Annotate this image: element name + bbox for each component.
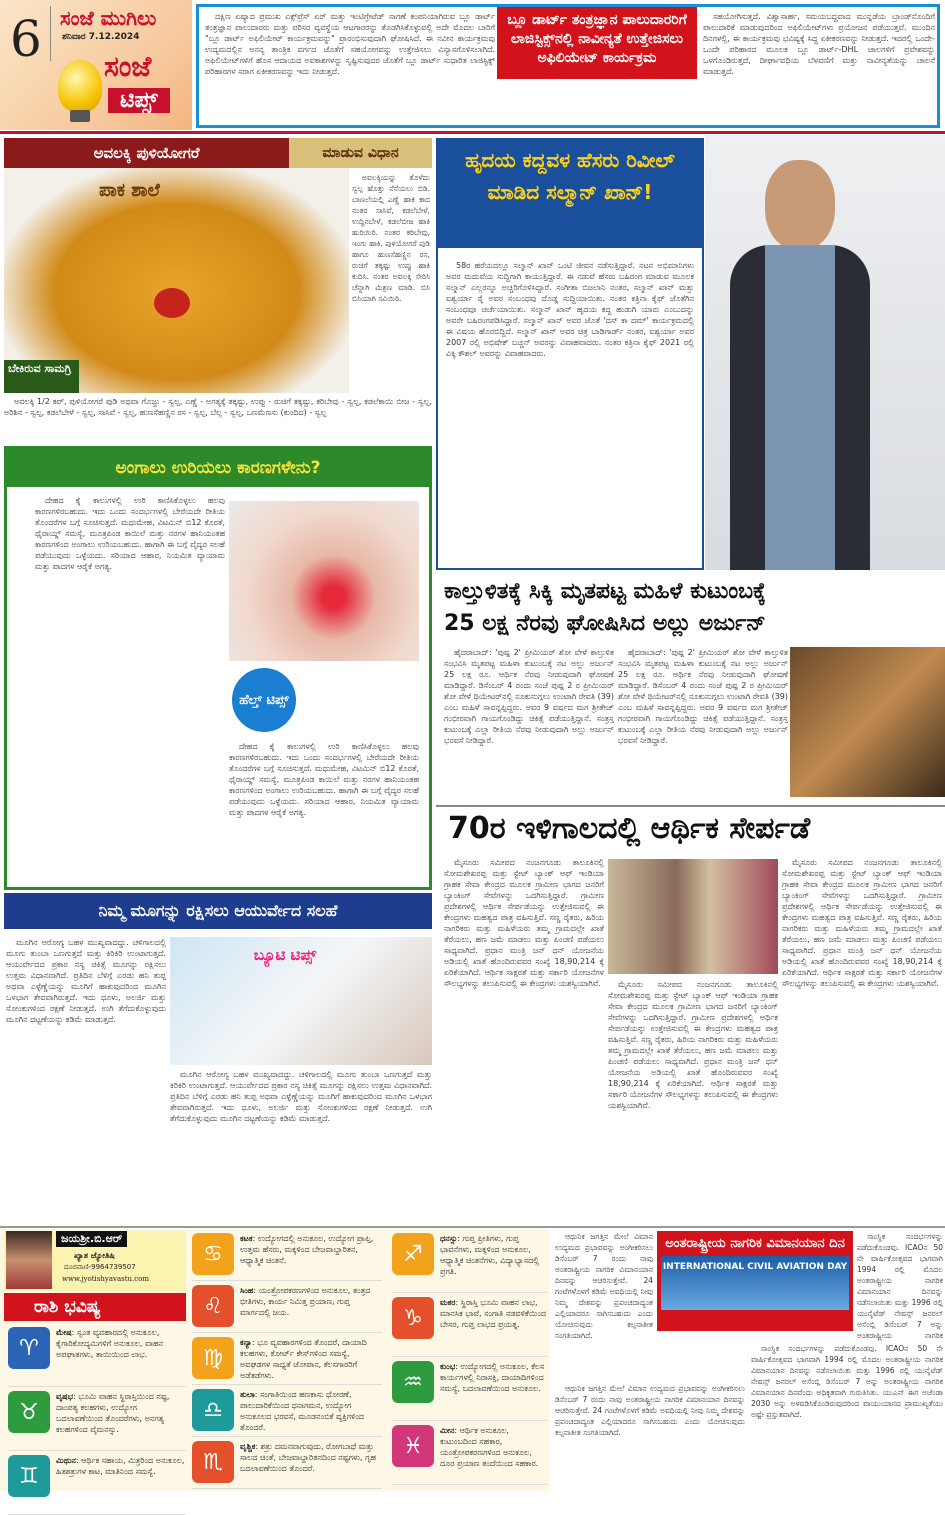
allu-article	[436, 575, 945, 800]
headline: 25 ಲಕ್ಷ ನೆರವು ಘೋಷಿಸಿದ ಅಲ್ಲು ಅರ್ಜುನ್	[444, 611, 766, 636]
horoscope-text: ಕಟಕ: ಉದ್ಯೋಗದಲ್ಲಿ ಅನುಕೂಲ, ಉದ್ಯೋಗ ಪ್ರಾಪ್ತಿ, ಉತ್ತಮ ಹೆಸರು, ಮಕ್ಕಳಿಂದ ಬೇಜವಾಬ್ದಾರಿತನ, ಆಧ್ಯಾತ್ಮಿಕ ಚಿಂತನೆ.	[240, 1234, 374, 1265]
horoscope-text: ಮೀನ: ಆರ್ಥಿಕ ಅನುಕೂಲ, ಕುಟುಂಬದಿಂದ ಸಹಕಾರ, ಯಂತ್ರೋಪಕರಣಗಳಿಂದ ಅನುಕೂಲ, ದೂರ ಪ್ರಯಾಣ ತಂದೆಯಿಂದ ಸಹಕಾರ.	[440, 1426, 539, 1468]
divider	[0, 131, 945, 134]
astrologer-role: ಖ್ಯಾತ ಜ್ಯೋತಿಷಿ	[74, 1251, 115, 1260]
astrologer-box	[4, 1231, 186, 1291]
horoscope-text: ಕನ್ಯಾ: ಭೂ ವ್ಯವಹಾರಗಳಿಂದ ತೊಂದರೆ, ದಾಯಾದಿ ಕಲಹಗಳು, ಕೋರ್ಟ್ ಕೇಸ್‌ಗಳಿಂದ ಸಮಸ್ಯೆ, ಅವಘಡಗಳ ಸಾಧ್ಯತೆ ಜೋಪಾನ, ಕೆಲಸಗಾರರಿಗೆ ಅಡೆತಡೆಗಳು.	[240, 1338, 367, 1380]
horoscope-item	[8, 1387, 186, 1451]
sign-prediction: ಉದ್ಯೋಗದಲ್ಲಿ ಅನುಕೂಲ, ಕೆಲಸ ಕಾರ್ಯಗಳಲ್ಲಿ ನಿರಾಸಕ್ತಿ, ದಾಯಾದಿಗಳಿಂದ ಸಮಸ್ಯೆ, ಬದಲಾವಣೆಯಿಂದ ಅನುಕೂಲ.	[440, 1362, 545, 1393]
nose-article	[4, 893, 432, 1225]
article-body: ಸಹಯೋಗಿಸುತ್ತದೆ. ವಿಶ್ವಾಸಾರ್ಹ, ಸಮಯಬದ್ಧವಾದ ಮುನ್ನಡೆಯ ಬ್ರಾಂಡ್‌ನೊಂದಿಗೆ ಪಾಲುದಾರಿಕೆ ಮಾಡುವುದರಿಂದ ಅಫಿಲಿಯೇಟ್‌ಗಳು ಪ್ರಯೋಜನ ಪಡೆಯುತ್ತವೆ. ಮುಂದಿನ ದಿನಗಳಲ್ಲಿ, ಈ ಕಾರ್ಯಕ್ರಮವು ಭವಿಷ್ಯಕ್ಕೆ ಸಿದ್ಧ ಏಕೀಕರಣವನ್ನು ನೀಡುತ್ತದೆ. ಇದರಲ್ಲಿ ಒಂದೇ-ಒಂದೇ ಪರಿಹಾರದ ಮೂಲಕ ಬ್ಲೂ ಡಾರ್ಟ್-DHL ಜಾಲಗಳಿಗೆ ಪ್ರವೇಶವನ್ನು ಒಳಗೊಂಡಿರುತ್ತದೆ, ದೀರ್ಘಾವಧಿಯ ಬೆಳವಣಿಗೆ ಮತ್ತು ನಾವೀನ್ಯತೆಯನ್ನು ಚಾಲನೆ ಮಾಡುತ್ತದೆ.	[703, 12, 935, 76]
article-body: ಮೂಗಿನ ಆರೋಗ್ಯ ಬಹಳ ಮುಖ್ಯವಾದದ್ದು. ಚಳಿಗಾಲದಲ್ಲಿ ಮೂಗು ತುಂಬಾ ಒಣಗುತ್ತದೆ ಮತ್ತು ಕಿರಿಕಿರಿ ಉಂಟಾಗುತ್ತದೆ. ಆಯುರ್ವೇದದ ಪ್ರಕಾರ ನಸ್ಯ ಚಿಕಿತ್ಸೆ ಮೂಗನ್ನು ರಕ್ಷಿಸಲು ಉತ್ತಮ ವಿಧಾನವಾಗಿದೆ. ಪ್ರತಿದಿನ ಬೆಳಿಗ್ಗೆ ಎರಡು ಹನಿ ತುಪ್ಪ ಅಥವಾ ಎಳ್ಳೆಣ್ಣೆಯನ್ನು ಮೂಗಿಗೆ ಹಾಕುವುದರಿಂದ ಮೂಗಿನ ಒಳಭಾಗ ತೇವವಾಗಿರುತ್ತದೆ. ಇದು ಧೂಳು, ಅಲರ್ಜಿ ಮತ್ತು ಸೋಂಕುಗಳಿಂದ ರಕ್ಷಣೆ ನೀಡುತ್ತದೆ. ಉಗಿ ತೆಗೆದುಕೊಳ್ಳುವುದು ಮೂಗಿನ ದಟ್ಟಣೆಯನ್ನು ಕಡಿಮೆ ಮಾಡುತ್ತದೆ.	[170, 1070, 432, 1123]
sign-prediction: ಶತ್ರು ದಮನವಾಗುವುದು, ರೋಗಬಾಧೆ ಮತ್ತು ಸಾಲದ ಚಿಂತೆ, ಬೇಜವಾಬ್ದಾರಿತನದಿಂದ ನಷ್ಟಗಳು, ಗೃಹ ಬದಲಾವಣೆಯಿಂದ ತೊಂದರೆ.	[240, 1442, 376, 1473]
article-body: ದೇಹದ ಕೈ ಕಾಲುಗಳಲ್ಲಿ ಉರಿ ಕಾಣಿಸಿಕೊಳ್ಳಲು ಹಲವು ಕಾರಣಗಳಿರಬಹುದು. ಇದು ಒಂದು ಸಂದರ್ಭಗಳಲ್ಲಿ ಬೇರೆಯದೇ ರೀತಿಯ ತೊಂದರೆಗಳ ಬಗ್ಗೆ ಸೂಚಿಸುತ್ತದೆ. ಮಧುಮೇಹ, ವಿಟಮಿನ್ ಬಿ12 ಕೊರತೆ, ಥೈರಾಯ್ಡ್ ಸಮಸ್ಯೆ, ಮೂತ್ರಪಿಂಡ ಕಾಯಿಲೆ ಮತ್ತು ನರಗಳ ಹಾನಿಯಂತಹ ಕಾರಣಗಳಿಂದ ಅಂಗಾಲು ಉರಿಯಬಹುದು. ಹಾಗಾಗಿ ಈ ಬಗ್ಗೆ ವೈದ್ಯರ ಸಲಹೆ ಪಡೆಯುವುದು ಒಳ್ಳೆಯದು. ಸರಿಯಾದ ಆಹಾರ, ನಿಯಮಿತ ವ್ಯಾಯಾಮ ಮತ್ತು ಪಾದಗಳ ಆರೈಕೆ ಅಗತ್ಯ.	[229, 742, 419, 817]
page-number: 6	[10, 10, 42, 68]
sign-prediction: ಆರ್ಥಿಕ ಅನುಕೂಲ, ಕುಟುಂಬದಿಂದ ಸಹಕಾರ, ಯಂತ್ರೋಪಕರಣಗಳಿಂದ ಅನುಕೂಲ, ದೂರ ಪ್ರಯಾಣ ತಂದೆಯಿಂದ ಸಹಕಾರ.	[440, 1426, 539, 1468]
horoscope-item	[192, 1333, 382, 1385]
sign-prediction: ಉದ್ಯೋಗದಲ್ಲಿ ಅನುಕೂಲ, ಉದ್ಯೋಗ ಪ್ರಾಪ್ತಿ, ಉತ್ತಮ ಹೆಸರು, ಮಕ್ಕಳಿಂದ ಬೇಜವಾಬ್ದಾರಿತನ, ಆಧ್ಯಾತ್ಮಿಕ ಚಿಂತನೆ.	[240, 1234, 374, 1265]
pension-photo	[608, 859, 778, 974]
horoscope-text: ಮಿಥುನ: ಆರ್ಥಿಕ ಸಹಾಯ, ಮಿತ್ರರಿಂದ ಅನುಕೂಲ, ಹಿತಶತ್ರುಗಳ ಕಾಟ, ಮಾತಿನಿಂದ ಸಮಸ್ಯೆ.	[56, 1456, 185, 1476]
beauty-tips-badge: ಬ್ಯೂಟಿ ಟಿಪ್ಸ್	[253, 946, 317, 964]
headline: ಅಂತರಾಷ್ಟ್ರೀಯ ನಾಗರಿಕ ವಿಮಾನಯಾನ ದಿನ	[665, 1236, 845, 1251]
horoscope-title: ರಾಶಿ ಭವಿಷ್ಯ	[4, 1293, 186, 1321]
astrologer-website: www.jyotishyavastu.com	[62, 1275, 150, 1283]
beauty-photo	[170, 937, 432, 1065]
horoscope-column	[392, 1229, 547, 1485]
sign-prediction: ಭೂ ವ್ಯವಹಾರಗಳಿಂದ ತೊಂದರೆ, ದಾಯಾದಿ ಕಲಹಗಳು, ಕೋರ್ಟ್ ಕೇಸ್‌ಗಳಿಂದ ಸಮಸ್ಯೆ, ಅವಘಡಗಳ ಸಾಧ್ಯತೆ ಜೋಪಾನ, ಕೆಲಸಗಾರರಿಗೆ ಅಡೆತಡೆಗಳು.	[240, 1338, 367, 1380]
zodiac-icon: ♉	[8, 1391, 50, 1433]
sign-name: ವೃಷಭ	[56, 1392, 73, 1401]
article-body: ದೇಹದ ಕೈ ಕಾಲುಗಳಲ್ಲಿ ಉರಿ ಕಾಣಿಸಿಕೊಳ್ಳಲು ಹಲವು ಕಾರಣಗಳಿರಬಹುದು. ಇದು ಒಂದು ಸಂದರ್ಭಗಳಲ್ಲಿ ಬೇರೆಯದೇ ರೀತಿಯ ತೊಂದರೆಗಳ ಬಗ್ಗೆ ಸೂಚಿಸುತ್ತದೆ. ಮಧುಮೇಹ, ವಿಟಮಿನ್ ಬಿ12 ಕೊರತೆ, ಥೈರಾಯ್ಡ್ ಸಮಸ್ಯೆ, ಮೂತ್ರಪಿಂಡ ಕಾಯಿಲೆ ಮತ್ತು ನರಗಳ ಹಾನಿಯಂತಹ ಕಾರಣಗಳಿಂದ ಅಂಗಾಲು ಉರಿಯಬಹುದು. ಹಾಗಾಗಿ ಈ ಬಗ್ಗೆ ವೈದ್ಯರ ಸಲಹೆ ಪಡೆಯುವುದು ಒಳ್ಳೆಯದು. ಸರಿಯಾದ ಆಹಾರ, ನಿಯಮಿತ ವ್ಯಾಯಾಮ ಮತ್ತು ಪಾದಗಳ ಆರೈಕೆ ಅಗತ್ಯ.	[35, 496, 225, 571]
divider	[436, 805, 945, 807]
sign-name: ಮೀನ	[440, 1426, 455, 1435]
sign-prediction: ಸ್ವಂತ ವ್ಯವಹಾರದಲ್ಲಿ ಅನುಕೂಲ, ಕೈಗಾರಿಕೋದ್ಯಮಿಗಳಿಗೆ ಅನುಕೂಲ, ವಾಹನ ಅಪಘಾತಗಳು, ತಾಯಿಯಿಂದ ಲಾಭ.	[56, 1328, 163, 1359]
astrologer-photo	[6, 1231, 52, 1289]
horoscope-item	[392, 1421, 547, 1485]
sign-name: ತುಲಾ	[240, 1390, 255, 1399]
zodiac-icon: ♊	[8, 1455, 50, 1497]
article-body: ಸಾಂಸ್ಥಿಕ ಸಂದರ್ಭಗಳನ್ನು ಪಡೆದುಕೊಂಡವು. ICAOನ 50 ನೇ ವಾರ್ಷಿಕೋತ್ಸವದ ಭಾಗವಾಗಿ 1994 ರಲ್ಲಿ ಮೊದಲ ಅಂತರಾಷ್ಟ್ರೀಯ ನಾಗರಿಕ ವಿಮಾನಯಾನ ದಿನವನ್ನು ನಡೆಸಲಾಯಿತು ಮತ್ತು 1996 ರಲ್ಲಿ ಯುನೈಟೆಡ್ ನೇಷನ್ಸ್ ಜನರಲ್ ಅಸೆಂಬ್ಲಿ ಡಿಸೆಂಬರ್ 7 ಅನ್ನು ಅಂತರಾಷ್ಟ್ರೀಯ ನಾಗರಿಕ ವಿಮಾನಯಾನ ದಿನವೆಂದು ಅಧಿಕೃತವಾಗಿ ಗುರುತಿಸಿತು. ಯುಎನ್ ಈಗ ಅಜೆಂಡಾ 2030 ಅನ್ನು ಅಳವಡಿಸಿಕೊಂಡಿರುವುದರಿಂದ ವಾಯುಯಾನದ ಪ್ರಾಮುಖ್ಯತೆಯು ಅಷ್ಟೇ ಪ್ರಸ್ತುತವಾಗಿದೆ.	[751, 1344, 943, 1419]
sign-prediction: ಆರ್ಥಿಕ ಸಹಾಯ, ಮಿತ್ರರಿಂದ ಅನುಕೂಲ, ಹಿತಶತ್ರುಗಳ ಕಾಟ, ಮಾತಿನಿಂದ ಸಮಸ್ಯೆ.	[56, 1456, 185, 1476]
divider	[0, 1226, 945, 1228]
sign-name: ಕುಂಭ	[440, 1362, 456, 1371]
sign-prediction: ಸಂಗಾತಿಯಿಂದ ಹಣಕಾಸು ಧೋರಣೆ, ಪಾಲುದಾರಿಕೆಯಿಂದ ಧನಾಗಮನ, ಉದ್ಯೋಗ ಅನುಕೂಲದ ಭರವಸೆ, ಮೂಡನಂಬಿಕೆ ವ್ಯಕ್ತಿಗಳಿಂದ ತೊಂದರೆ.	[240, 1390, 365, 1432]
sign-name: ಧನಸ್ಸು	[440, 1234, 458, 1243]
horoscope-item	[192, 1437, 382, 1489]
heel-article	[4, 446, 432, 890]
sign-name: ಮಕರ	[440, 1298, 456, 1307]
sign-name: ಸಿಂಹ	[240, 1286, 254, 1295]
zodiac-icon: ♐	[392, 1233, 434, 1275]
ingredients-text: ಅವಲಕ್ಕಿ 1/2 ಕಪ್, ಪುಳಿಯೋಗರೆ ಪುಡಿ ಅಥವಾ ಗೊಜ್ಜು - ಸ್ವಲ್ಪ, ಎಣ್ಣೆ - ಅಗತ್ಯಕ್ಕೆ ತಕ್ಕಷ್ಟು, ಉಪ್ಪು - ರುಚಿಗೆ ತಕ್ಕಷ್ಟು, ಕರಿಬೇವು - ಸ್ವಲ್ಪ, ಕಡಲೆಕಾಯಿ ಬೀಜ - ಸ್ವಲ್ಪ, ಅರಿಶಿನ - ಸ್ವಲ್ಪ, ಕಡಲೆಬೇಳೆ - ಸ್ವಲ್ಪ, ಸಾಸಿವೆ - ಸ್ವಲ್ಪ, ಹುಣಸೆಹಣ್ಣಿನ ರಸ - ಸ್ವಲ್ಪ, ಬೆಲ್ಲ - ಸ್ವಲ್ಪ, ಒಣಮೆಣಸು (ಕುಂದಿದ) - ಸ್ವಲ್ಪ	[4, 397, 432, 417]
headline: ಬ್ಲೂ ಡಾರ್ಟ್ ತಂತ್ರಜ್ಞಾನ ಪಾಲುದಾರರಿಗೆ ಲಾಜಿಸ್ಟಿಕ್ಸ್‌ನಲ್ಲಿ ನಾವೀನ್ಯತೆ ಉತ್ತೇಜಿಸಲು ಅಫಿಲಿಯೇಟ್ ಕಾರ್ಯಕ್ರಮ	[497, 7, 697, 79]
article-body: ಹೈದರಾಬಾದ್: 'ಪುಷ್ಪ 2' ಪ್ರೀಮಿಯರ್ ಶೋ ವೇಳೆ ಕಾಲ್ತುಳಿತ ಸಂಭವಿಸಿ ಮೃತಪಟ್ಟ ಮಹಿಳಾ ಕುಟುಂಬಕ್ಕೆ ನಟ ಅಲ್ಲು ಅರ್ಜುನ್ 25 ಲಕ್ಷ ರೂ. ಆರ್ಥಿಕ ನೆರವು ನೀಡುವುದಾಗಿ ಘೋಷಣೆ ಮಾಡಿದ್ದಾರೆ. ಡಿಸೆಂಬರ್ 4 ರಂದು ಸಂಜೆ ಪುಷ್ಪ 2 ರ ಪ್ರೀಮಿಯರ್ ಶೋ ವೇಳೆ ಥಿಯೇಟರ್‌ನಲ್ಲಿ ನೂಕುನುಗ್ಗಲು ಉಂಟಾಗಿ ರೇವತಿ (39) ಎಂಬ ಮಹಿಳೆ ಸಾವನ್ನಪ್ಪಿದ್ದರು. ಅವರ 9 ವರ್ಷದ ಮಗ ಶ್ರೀತೇಜ್ ಗಂಭೀರವಾಗಿ ಗಾಯಗೊಂಡಿದ್ದು ಚಿಕಿತ್ಸೆ ಪಡೆಯುತ್ತಿದ್ದಾನೆ. ಸಂತ್ರಸ್ತ ಕುಟುಂಬಕ್ಕೆ ಎಲ್ಲಾ ರೀತಿಯ ನೆರವು ನೀಡುವುದಾಗಿ ಅಲ್ಲು ಅರ್ಜುನ್ ಭರವಸೆ ನೀಡಿದ್ದಾರೆ.	[618, 648, 788, 745]
sign-prediction: ಗುಪ್ತ ಪ್ರೀತಿಗಳು, ಗುಪ್ತ ಭಾವನೆಗಳು, ಮಕ್ಕಳಿಂದ ಅನುಕೂಲ, ಆಧ್ಯಾತ್ಮಿಕ ಚಿಂತನೆಗಳು, ವಿದ್ಯಾಭ್ಯಾಸದಲ್ಲಿ ಪ್ರಗತಿ.	[440, 1234, 540, 1276]
zodiac-icon: ♏	[192, 1441, 234, 1483]
article-body: ಮೈಸೂರು ಸಮೀಪದ ನಂಜನಗೂಡು ತಾಲೂಕಿನಲ್ಲಿ ಸೋಮಶೇಖರಪ್ಪ ಮತ್ತು ಸ್ಟೇಟ್ ಬ್ಯಾಂಕ್ ಆಫ್ ಇಂಡಿಯಾ ಗ್ರಾಹಕ ಸೇವಾ ಕೇಂದ್ರದ ಮೂಲಕ ಗ್ರಾಮೀಣ ಭಾಗದ ಜನರಿಗೆ ಬ್ಯಾಂಕಿಂಗ್ ಸೇವೆಗಳನ್ನು ಒದಗಿಸುತ್ತಿದ್ದಾರೆ. ಗ್ರಾಮೀಣ ಪ್ರದೇಶಗಳಲ್ಲಿ ಆರ್ಥಿಕ ಸೇರ್ಪಡೆಯನ್ನು ಉತ್ತೇಜಿಸುವಲ್ಲಿ ಈ ಕೇಂದ್ರಗಳು ಮಹತ್ವದ ಪಾತ್ರ ವಹಿಸುತ್ತಿವೆ. ಸಣ್ಣ ರೈತರು, ಹಿರಿಯ ನಾಗರಿಕರು ಮತ್ತು ಮಹಿಳೆಯರು ತಮ್ಮ ಗ್ರಾಮದಲ್ಲೇ ಖಾತೆ ತೆರೆಯಲು, ಹಣ ಜಮೆ ಮಾಡಲು ಮತ್ತು ಪಿಂಚಣಿ ಪಡೆಯಲು ಸಾಧ್ಯವಾಗಿದೆ. ಪ್ರಧಾನ ಮಂತ್ರಿ ಜನ್ ಧನ್ ಯೋಜನೆಯ ಅಡಿಯಲ್ಲಿ ಖಾತೆ ಹೊಂದಿರುವವರ ಸಂಖ್ಯೆ 18,90,214 ಕ್ಕೆ ಏರಿಕೆಯಾಗಿದೆ. ಆರ್ಥಿಕ ಸಾಕ್ಷರತೆ ಮತ್ತು ಸರ್ಕಾರಿ ಯೋಜನೆಗಳ ಸೌಲಭ್ಯಗಳನ್ನು ತಲುಪಿಸುವಲ್ಲಿ ಈ ಕೇಂದ್ರಗಳು ಯಶಸ್ವಿಯಾಗಿವೆ.	[782, 858, 942, 988]
section-subtitle: ಟಿಪ್ಸ್	[108, 88, 170, 113]
zodiac-icon: ♓	[392, 1425, 434, 1467]
masthead	[0, 0, 192, 130]
zodiac-icon: ♍	[192, 1337, 234, 1379]
foot-pain-photo	[229, 501, 419, 661]
horoscope-section	[0, 1229, 550, 1491]
horoscope-column	[192, 1229, 382, 1489]
horoscope-item	[192, 1281, 382, 1333]
section-title: ಸಂಜೆ	[104, 50, 152, 83]
health-tips-badge: ಹೆಲ್ತ್ ಟಿಪ್ಸ್	[229, 665, 299, 735]
zodiac-icon: ♒	[392, 1361, 434, 1403]
sign-prediction: ಭೂಮಿ ವಾಹನ ಸ್ಥಿರಾಸ್ತಿಯಿಂದ ನಷ್ಟ, ದಾಂಪತ್ಯ ಕಲಹಗಳು, ಉದ್ಯೋಗ ಬದಲಾವಣೆಯಿಂದ ತೊಂದರೆಗಳು, ಅನಗತ್ಯ ಕಲಹಗಳಿಂದ ವೈಮನಸ್ಸು.	[56, 1392, 170, 1434]
article-body: 58ರ ಹರೆಯದಲ್ಲೂ ಸಲ್ಮಾನ್ ಖಾನ್ ಒಂಟಿ ಜೀವನ ನಡೆಸುತ್ತಿದ್ದಾರೆ. ನಟನ ಅಭಿಮಾನಿಗಳು ಅವರ ಮದುವೆಯ ಸುದ್ದಿಗಾಗಿ ಕಾಯುತ್ತಿದ್ದಾರೆ. ಈ ನಡುವೆ ಹೆಸರು ಬಹಿರಂಗ ಮಾಡುವ ಮೂಲಕ ಸಲ್ಮಾನ್ ಎಲ್ಲರನ್ನೂ ಅಚ್ಚರಿಗೊಳಿಸಿದ್ದಾರೆ. ಸಂಗೀತಾ ಬಿಜಲಾನಿ ನಂತರ, ಸಲ್ಮಾನ್ ಖಾನ್ ಮತ್ತು ಐಶ್ವರ್ಯಾ ರೈ ಅವರ ಸಂಬಂಧವು ದೊಡ್ಡ ಸುದ್ದಿಯಾಯಿತು. ನಂತರ ಕತ್ರಿನಾ ಕೈಫ್ ಜೊತೆಗಿನ ಸಂಬಂಧವೂ ಚರ್ಚೆಯಾಯಿತು. ಸಲ್ಮಾನ್ ಖಾನ್ ಹೃದಯ ಕದ್ದ ಹುಡುಗಿ ಯಾರು ಎಂಬುದನ್ನು ಅವರೇ ಬಹಿರಂಗಪಡಿಸಿದ್ದಾರೆ. ಸಲ್ಮಾನ್ ಖಾನ್ ಅವರ ಜೊತೆ 'ದಸ್ ಕಾ ದಮ್' ಕಾರ್ಯಕ್ರಮದಲ್ಲಿ ಈ ವಿಷಯ ಹೊರಬಿದ್ದಿದೆ. ಸಲ್ಮಾನ್ ಖಾನ್ ಅವರ ಚಿತ್ರ ಬಾಡಿಗಾರ್ಡ್ ನಂತರ, ಐಶ್ವರ್ಯಾ ಅವರ 2007 ರಲ್ಲಿ ಅಭಿಷೇಕ್ ಬಚ್ಚನ್ ಅವರನ್ನು ವಿವಾಹವಾದರು. ನಂತರ ಕತ್ರಿನಾ ಕೈಫ್ 2021 ರಲ್ಲಿ ವಿಕ್ಕಿ ಕೌಶಲ್ ಅವರನ್ನು ವಿವಾಹವಾದರು.	[446, 261, 694, 358]
recipe-photo	[4, 168, 349, 393]
tomato-garnish	[154, 288, 190, 318]
pension-article	[436, 805, 945, 1225]
astrologer-phone: ದೂರವಾಣಿ-9964739507	[64, 1263, 136, 1271]
article-body: ಆಧುನಿಕ ಜಗತ್ತಿನ ಮೇಲೆ ವಿಮಾನ ಉದ್ಯಮದ ಪ್ರಭಾವವನ್ನು ಅಂಗೀಕರಿಸಲು ಡಿಸೆಂಬರ್ 7 ರಂದು ನಾವು ಅಂತರಾಷ್ಟ್ರೀಯ ನಾಗರಿಕ ವಿಮಾನಯಾನ ದಿನವನ್ನು ಆಚರಿಸುತ್ತೇವೆ. 24 ಗಂಟೆಗಳೊಳಗೆ ಕಡಿಮೆ ಅವಧಿಯಲ್ಲಿ ನೀವು ನಿಮ್ಮ ದೇಶವನ್ನು ಪ್ರಪಂಚದಾದ್ಯಂತ ಎಲ್ಲಿಯಾದರೂ ಸಾಗಿಸಬಹುದು ಎಂದು ಯೋಚಿಸುವುದು ಕಲ್ಪನಾತೀತ ಸಂಗತಿಯಾಗಿದೆ.	[555, 1384, 745, 1437]
article-body: ಸಾಂಸ್ಥಿಕ ಸಂದರ್ಭಗಳನ್ನು ಪಡೆದುಕೊಂಡವು. ICAOನ 50 ನೇ ವಾರ್ಷಿಕೋತ್ಸವದ ಭಾಗವಾಗಿ 1994 ರಲ್ಲಿ ಮೊದಲ ಅಂತರಾಷ್ಟ್ರೀಯ ನಾಗರಿಕ ವಿಮಾನಯಾನ ದಿನವನ್ನು ನಡೆಸಲಾಯಿತು ಮತ್ತು 1996 ರಲ್ಲಿ ಯುನೈಟೆಡ್ ನೇಷನ್ಸ್ ಜನರಲ್ ಅಸೆಂಬ್ಲಿ ಡಿಸೆಂಬರ್ 7 ಅನ್ನು ಅಂತರಾಷ್ಟ್ರೀಯ ನಾಗರಿಕ	[857, 1232, 943, 1340]
horoscope-item	[392, 1293, 547, 1357]
top-story	[196, 4, 940, 128]
face	[765, 160, 835, 250]
zodiac-icon: ♎	[192, 1389, 234, 1431]
horoscope-text: ಸಿಂಹ: ಯಂತ್ರೋಪಕರಣಗಳಿಂದ ಅನುಕೂಲ, ತಂತ್ರದ ಭೀತಿಗಳು, ಕಾರ್ಯ ನಿಮಿತ್ತ ಪ್ರಯಾಣ, ಗುಪ್ತ ಮಾರ್ಗದಲ್ಲಿ ಜಯ.	[240, 1286, 371, 1317]
horoscope-text: ವೃಶ್ಚಿಕ: ಶತ್ರು ದಮನವಾಗುವುದು, ರೋಗಬಾಧೆ ಮತ್ತು ಸಾಲದ ಚಿಂತೆ, ಬೇಜವಾಬ್ದಾರಿತನದಿಂದ ನಷ್ಟಗಳು, ಗೃಹ ಬದಲಾವಣೆಯಿಂದ ತೊಂದರೆ.	[240, 1442, 376, 1473]
horoscope-text: ಧನಸ್ಸು: ಗುಪ್ತ ಪ್ರೀತಿಗಳು, ಗುಪ್ತ ಭಾವನೆಗಳು, ಮಕ್ಕಳಿಂದ ಅನುಕೂಲ, ಆಧ್ಯಾತ್ಮಿಕ ಚಿಂತನೆಗಳು, ವಿದ್ಯಾಭ್ಯಾಸದಲ್ಲಿ ಪ್ರಗತಿ.	[440, 1234, 540, 1276]
article-body: ಮೂಗಿನ ಆರೋಗ್ಯ ಬಹಳ ಮುಖ್ಯವಾದದ್ದು. ಚಳಿಗಾಲದಲ್ಲಿ ಮೂಗು ತುಂಬಾ ಒಣಗುತ್ತದೆ ಮತ್ತು ಕಿರಿಕಿರಿ ಉಂಟಾಗುತ್ತದೆ. ಆಯುರ್ವೇದದ ಪ್ರಕಾರ ನಸ್ಯ ಚಿಕಿತ್ಸೆ ಮೂಗನ್ನು ರಕ್ಷಿಸಲು ಉತ್ತಮ ವಿಧಾನವಾಗಿದೆ. ಪ್ರತಿದಿನ ಬೆಳಿಗ್ಗೆ ಎರಡು ಹನಿ ತುಪ್ಪ ಅಥವಾ ಎಳ್ಳೆಣ್ಣೆಯನ್ನು ಮೂಗಿಗೆ ಹಾಕುವುದರಿಂದ ಮೂಗಿನ ಒಳಭಾಗ ತೇವವಾಗಿರುತ್ತದೆ. ಇದು ಧೂಳು, ಅಲರ್ಜಿ ಮತ್ತು ಸೋಂಕುಗಳಿಂದ ರಕ್ಷಣೆ ನೀಡುತ್ತದೆ. ಉಗಿ ತೆಗೆದುಕೊಳ್ಳುವುದು ಮೂಗಿನ ದಟ್ಟಣೆಯನ್ನು ಕಡಿಮೆ ಮಾಡುತ್ತದೆ.	[6, 938, 166, 1024]
issue-date: ಶನಿವಾರ 7.12.2024	[62, 32, 140, 42]
aviation-banner: INTERNATIONAL CIVIL AVIATION DAY	[661, 1256, 849, 1310]
bulb-base	[70, 110, 90, 122]
zodiac-icon: ♈	[8, 1327, 50, 1369]
aviation-header	[657, 1231, 853, 1331]
headline: ಅಂಗಾಲು ಉರಿಯಲು ಕಾರಣಗಳೇನು?	[7, 449, 429, 487]
sign-name: ಕಟಕ	[240, 1234, 253, 1243]
article-body: ಮೈಸೂರು ಸಮೀಪದ ನಂಜನಗೂಡು ತಾಲೂಕಿನಲ್ಲಿ ಸೋಮಶೇಖರಪ್ಪ ಮತ್ತು ಸ್ಟೇಟ್ ಬ್ಯಾಂಕ್ ಆಫ್ ಇಂಡಿಯಾ ಗ್ರಾಹಕ ಸೇವಾ ಕೇಂದ್ರದ ಮೂಲಕ ಗ್ರಾಮೀಣ ಭಾಗದ ಜನರಿಗೆ ಬ್ಯಾಂಕಿಂಗ್ ಸೇವೆಗಳನ್ನು ಒದಗಿಸುತ್ತಿದ್ದಾರೆ. ಗ್ರಾಮೀಣ ಪ್ರದೇಶಗಳಲ್ಲಿ ಆರ್ಥಿಕ ಸೇರ್ಪಡೆಯನ್ನು ಉತ್ತೇಜಿಸುವಲ್ಲಿ ಈ ಕೇಂದ್ರಗಳು ಮಹತ್ವದ ಪಾತ್ರ ವಹಿಸುತ್ತಿವೆ. ಸಣ್ಣ ರೈತರು, ಹಿರಿಯ ನಾಗರಿಕರು ಮತ್ತು ಮಹಿಳೆಯರು ತಮ್ಮ ಗ್ರಾಮದಲ್ಲೇ ಖಾತೆ ತೆರೆಯಲು, ಹಣ ಜಮೆ ಮಾಡಲು ಮತ್ತು ಪಿಂಚಣಿ ಪಡೆಯಲು ಸಾಧ್ಯವಾಗಿದೆ. ಪ್ರಧಾನ ಮಂತ್ರಿ ಜನ್ ಧನ್ ಯೋಜನೆಯ ಅಡಿಯಲ್ಲಿ ಖಾತೆ ಹೊಂದಿರುವವರ ಸಂಖ್ಯೆ 18,90,214 ಕ್ಕೆ ಏರಿಕೆಯಾಗಿದೆ. ಆರ್ಥಿಕ ಸಾಕ್ಷರತೆ ಮತ್ತು ಸರ್ಕಾರಿ ಯೋಜನೆಗಳ ಸೌಲಭ್ಯಗಳನ್ನು ತಲುಪಿಸುವಲ್ಲಿ ಈ ಕೇಂದ್ರಗಳು ಯಶಸ್ವಿಯಾಗಿವೆ.	[444, 858, 604, 988]
sign-name: ಮೇಷ	[56, 1328, 72, 1337]
method-label: ಮಾಡುವ ವಿಧಾನ	[289, 138, 432, 168]
astrologer-name: ಜಯಶ್ರೀ.ಬಿ.ಆರ್	[56, 1231, 127, 1247]
horoscope-item	[8, 1451, 186, 1515]
horoscope-text: ತುಲಾ: ಸಂಗಾತಿಯಿಂದ ಹಣಕಾಸು ಧೋರಣೆ, ಪಾಲುದಾರಿಕೆಯಿಂದ ಧನಾಗಮನ, ಉದ್ಯೋಗ ಅನುಕೂಲದ ಭರವಸೆ, ಮೂಡನಂಬಿಕೆ ವ್ಯಕ್ತಿಗಳಿಂದ ತೊಂದರೆ.	[240, 1390, 365, 1432]
horoscope-item	[392, 1357, 547, 1421]
sign-name: ವೃಶ್ಚಿಕ	[240, 1442, 256, 1451]
sign-name: ಮಿಥುನ	[56, 1456, 76, 1465]
headline: ಹೃದಯ ಕದ್ದವಳ ಹೆಸರು ರಿವೀಲ್ ಮಾಡಿದ ಸಲ್ಮಾನ್ ಖಾನ್!	[438, 140, 702, 248]
horoscope-item	[192, 1385, 382, 1437]
salman-article	[436, 138, 704, 570]
article-body: ಮೈಸೂರು ಸಮೀಪದ ನಂಜನಗೂಡು ತಾಲೂಕಿನಲ್ಲಿ ಸೋಮಶೇಖರಪ್ಪ ಮತ್ತು ಸ್ಟೇಟ್ ಬ್ಯಾಂಕ್ ಆಫ್ ಇಂಡಿಯಾ ಗ್ರಾಹಕ ಸೇವಾ ಕೇಂದ್ರದ ಮೂಲಕ ಗ್ರಾಮೀಣ ಭಾಗದ ಜನರಿಗೆ ಬ್ಯಾಂಕಿಂಗ್ ಸೇವೆಗಳನ್ನು ಒದಗಿಸುತ್ತಿದ್ದಾರೆ. ಗ್ರಾಮೀಣ ಪ್ರದೇಶಗಳಲ್ಲಿ ಆರ್ಥಿಕ ಸೇರ್ಪಡೆಯನ್ನು ಉತ್ತೇಜಿಸುವಲ್ಲಿ ಈ ಕೇಂದ್ರಗಳು ಮಹತ್ವದ ಪಾತ್ರ ವಹಿಸುತ್ತಿವೆ. ಸಣ್ಣ ರೈತರು, ಹಿರಿಯ ನಾಗರಿಕರು ಮತ್ತು ಮಹಿಳೆಯರು ತಮ್ಮ ಗ್ರಾಮದಲ್ಲೇ ಖಾತೆ ತೆರೆಯಲು, ಹಣ ಜಮೆ ಮಾಡಲು ಮತ್ತು ಪಿಂಚಣಿ ಪಡೆಯಲು ಸಾಧ್ಯವಾಗಿದೆ. ಪ್ರಧಾನ ಮಂತ್ರಿ ಜನ್ ಧನ್ ಯೋಜನೆಯ ಅಡಿಯಲ್ಲಿ ಖಾತೆ ಹೊಂದಿರುವವರ ಸಂಖ್ಯೆ 18,90,214 ಕ್ಕೆ ಏರಿಕೆಯಾಗಿದೆ. ಆರ್ಥಿಕ ಸಾಕ್ಷರತೆ ಮತ್ತು ಸರ್ಕಾರಿ ಯೋಜನೆಗಳ ಸೌಲಭ್ಯಗಳನ್ನು ತಲುಪಿಸುವಲ್ಲಿ ಈ ಕೇಂದ್ರಗಳು ಯಶಸ್ವಿಯಾಗಿವೆ.	[608, 980, 778, 1110]
horoscope-text: ಕುಂಭ: ಉದ್ಯೋಗದಲ್ಲಿ ಅನುಕೂಲ, ಕೆಲಸ ಕಾರ್ಯಗಳಲ್ಲಿ ನಿರಾಸಕ್ತಿ, ದಾಯಾದಿಗಳಿಂದ ಸಮಸ್ಯೆ, ಬದಲಾವಣೆಯಿಂದ ಅನುಕೂಲ.	[440, 1362, 545, 1393]
aviation-article	[553, 1229, 945, 1491]
article-body: ಹೈದರಾಬಾದ್: 'ಪುಷ್ಪ 2' ಪ್ರೀಮಿಯರ್ ಶೋ ವೇಳೆ ಕಾಲ್ತುಳಿತ ಸಂಭವಿಸಿ ಮೃತಪಟ್ಟ ಮಹಿಳಾ ಕುಟುಂಬಕ್ಕೆ ನಟ ಅಲ್ಲು ಅರ್ಜುನ್ 25 ಲಕ್ಷ ರೂ. ಆರ್ಥಿಕ ನೆರವು ನೀಡುವುದಾಗಿ ಘೋಷಣೆ ಮಾಡಿದ್ದಾರೆ. ಡಿಸೆಂಬರ್ 4 ರಂದು ಸಂಜೆ ಪುಷ್ಪ 2 ರ ಪ್ರೀಮಿಯರ್ ಶೋ ವೇಳೆ ಥಿಯೇಟರ್‌ನಲ್ಲಿ ನೂಕುನುಗ್ಗಲು ಉಂಟಾಗಿ ರೇವತಿ (39) ಎಂಬ ಮಹಿಳೆ ಸಾವನ್ನಪ್ಪಿದ್ದರು. ಅವರ 9 ವರ್ಷದ ಮಗ ಶ್ರೀತೇಜ್ ಗಂಭೀರವಾಗಿ ಗಾಯಗೊಂಡಿದ್ದು ಚಿಕಿತ್ಸೆ ಪಡೆಯುತ್ತಿದ್ದಾನೆ. ಸಂತ್ರಸ್ತ ಕುಟುಂಬಕ್ಕೆ ಎಲ್ಲಾ ರೀತಿಯ ನೆರವು ನೀಡುವುದಾಗಿ ಅಲ್ಲು ಅರ್ಜುನ್ ಭರವಸೆ ನೀಡಿದ್ದಾರೆ.	[444, 648, 614, 745]
recipe-title: ಅವಲಕ್ಕಿ ಪುಳಿಯೋಗರೆ	[4, 138, 289, 168]
sign-prediction: ಯಂತ್ರೋಪಕರಣಗಳಿಂದ ಅನುಕೂಲ, ತಂತ್ರದ ಭೀತಿಗಳು, ಕಾರ್ಯ ನಿಮಿತ್ತ ಪ್ರಯಾಣ, ಗುಪ್ತ ಮಾರ್ಗದಲ್ಲಿ ಜಯ.	[240, 1286, 371, 1317]
horoscope-text: ಮೇಷ: ಸ್ವಂತ ವ್ಯವಹಾರದಲ್ಲಿ ಅನುಕೂಲ, ಕೈಗಾರಿಕೋದ್ಯಮಿಗಳಿಗೆ ಅನುಕೂಲ, ವಾಹನ ಅಪಘಾತಗಳು, ತಾಯಿಯಿಂದ ಲಾಭ.	[56, 1328, 163, 1359]
divider	[50, 6, 51, 61]
zodiac-icon: ♋	[192, 1233, 234, 1275]
horoscope-text: ವೃಷಭ: ಭೂಮಿ ವಾಹನ ಸ್ಥಿರಾಸ್ತಿಯಿಂದ ನಷ್ಟ, ದಾಂಪತ್ಯ ಕಲಹಗಳು, ಉದ್ಯೋಗ ಬದಲಾವಣೆಯಿಂದ ತೊಂದರೆಗಳು, ಅನಗತ್ಯ ಕಲಹಗಳಿಂದ ವೈಮನಸ್ಸು.	[56, 1392, 170, 1434]
sign-name: ಕನ್ಯಾ	[240, 1338, 252, 1347]
article-body: ಆಧುನಿಕ ಜಗತ್ತಿನ ಮೇಲೆ ವಿಮಾನ ಉದ್ಯಮದ ಪ್ರಭಾವವನ್ನು ಅಂಗೀಕರಿಸಲು ಡಿಸೆಂಬರ್ 7 ರಂದು ನಾವು ಅಂತರಾಷ್ಟ್ರೀಯ ನಾಗರಿಕ ವಿಮಾನಯಾನ ದಿನವನ್ನು ಆಚರಿಸುತ್ತೇವೆ. 24 ಗಂಟೆಗಳೊಳಗೆ ಕಡಿಮೆ ಅವಧಿಯಲ್ಲಿ ನೀವು ನಿಮ್ಮ ದೇಶವನ್ನು ಪ್ರಪಂಚದಾದ್ಯಂತ ಎಲ್ಲಿಯಾದರೂ ಸಾಗಿಸಬಹುದು ಎಂದು ಯೋಚಿಸುವುದು ಕಲ್ಪನಾತೀತ ಸಂಗತಿಯಾಗಿದೆ.	[555, 1232, 653, 1340]
salman-photo	[705, 135, 945, 570]
recipe-section	[4, 138, 432, 443]
zodiac-icon: ♌	[192, 1285, 234, 1327]
horoscope-item	[192, 1229, 382, 1281]
method-text: ಅವಲಕ್ಕಿಯನ್ನು ತೊಳೆದು ಸ್ವಲ್ಪ ಹೊತ್ತು ನೆನೆಯಲು ಬಿಡಿ. ಬಾಣಲೆಯಲ್ಲಿ ಎಣ್ಣೆ ಹಾಕಿ ಕಾದ ನಂತರ ಸಾಸಿವೆ, ಕಡಲೆಬೇಳೆ, ಉದ್ದಿನಬೇಳೆ, ಕಡಲೆಬೀಜ ಹಾಕಿ ಹುರಿಯಿರಿ. ನಂತರ ಕರಿಬೇವು, ಇಂಗು ಹಾಕಿ. ಪುಳಿಯೋಗರೆ ಪುಡಿ ಹಾಗೂ ಹುಣಸೆಹಣ್ಣಿನ ರಸ, ರುಚಿಗೆ ತಕ್ಕಷ್ಟು ಉಪ್ಪು ಹಾಕಿ ಕುದಿಸಿ. ನಂತರ ಅವಲಕ್ಕಿ ಸೇರಿಸಿ ಚೆನ್ನಾಗಿ ಮಿಶ್ರಣ ಮಾಡಿ. ಬಿಸಿ ಬಿಸಿಯಾಗಿ ಸವಿಯಿರಿ.	[352, 173, 430, 303]
sign-prediction: ಸ್ಥಿರಾಸ್ತಿ ಭೂಮಿ ವಾಹನ ಲಾಭ, ಮಾನಸಿಕ ಭಾವೆ, ಸಂಗಾತಿ ನಡವಳಿಕೆಯಿಂದ ಬೇಸರ, ಗುಪ್ತ ಲಾಭದ ಪ್ರಯತ್ನ.	[440, 1298, 547, 1329]
horoscope-column	[8, 1323, 186, 1515]
horoscope-item	[8, 1323, 186, 1387]
horoscope-item	[392, 1229, 547, 1293]
section-label: ಪಾಕ ಶಾಲೆ	[99, 180, 160, 201]
horoscope-text: ಮಕರ: ಸ್ಥಿರಾಸ್ತಿ ಭೂಮಿ ವಾಹನ ಲಾಭ, ಮಾನಸಿಕ ಭಾವೆ, ಸಂಗಾತಿ ನಡವಳಿಕೆಯಿಂದ ಬೇಸರ, ಗುಪ್ತ ಲಾಭದ ಪ್ರಯತ್ನ.	[440, 1298, 547, 1329]
headline: ನಿಮ್ಮ ಮೂಗನ್ನು ರಕ್ಷಿಸಲು ಆಯುರ್ವೇದ ಸಲಹೆ	[4, 893, 432, 929]
newspaper-logo: ಸಂಜೆ ಮುಗಿಲು	[60, 6, 157, 30]
article-body: ದಕ್ಷಿಣ ಏಷ್ಯಾದ ಪ್ರಮುಖ ಎಕ್ಸ್‌ಪ್ರೆಸ್ ಏರ್ ಮತ್ತು ಇಂಟಿಗ್ರೇಟೆಡ್ ಸಾಗಣೆ ಕಂಪನಿಯಾಗಿರುವ ಬ್ಲೂ ಡಾರ್ಟ್ ತಂತ್ರಜ್ಞಾನ ಪಾಲುದಾರರು ಮತ್ತು ಪರಿಸರ ವ್ಯವಸ್ಥೆಯ ಆಟಗಾರರನ್ನು ತೊಡಗಿಸಿಕೊಳ್ಳುವಲ್ಲಿ ಅದೇ ಮೊದಲ ಬಾರಿಗೆ "ಬ್ಲೂ ಡಾರ್ಟ್ ಅಫಿಲಿಯೇಟ್ ಕಾರ್ಯಕ್ರಮವನ್ನು" ಪ್ರಾರಂಭಿಸುವುದಾಗಿ ಘೋಷಿಸಿದೆ. ಈ ನವೀನ ಕಾರ್ಯಕ್ರಮವು ಉದ್ಯಮದಲ್ಲಿನ ಅನನ್ಯ ತಾಂತ್ರಿಕ ವರ್ಗದ ಜೊತೆಗೆ ಸಹಯೋಗವನ್ನು ಉತ್ತೇಜಿಸಲು ವಿನ್ಯಾಸಗೊಳಿಸಲಾಗಿದೆ. ಅಫಿಲಿಯೇಟ್‌ಗಳಿಗೆ ಹೊಸ ಆದಾಯದ ಅವಕಾಶಗಳನ್ನು ಸೃಷ್ಟಿಸುವುದರ ಜೊತೆಗೆ ಬ್ಲೂ ಡಾರ್ಟ್ ಸುಧಾರಿತ ಲಾಜಿಸ್ಟಿಕ್ಸ್ ಪರಿಹಾರಗಳ ಸರಾಗ ಏಕೀಕರಣವನ್ನು ಇದು ನೀಡುತ್ತದೆ.	[205, 12, 495, 76]
allu-arjun-photo	[790, 647, 945, 797]
shirt	[765, 245, 835, 570]
headline: ಕಾಲ್ತುಳಿತಕ್ಕೆ ಸಿಕ್ಕಿ ಮೃತಪಟ್ಟ ಮಹಿಳೆ ಕುಟುಂಬಕ್ಕೆ	[444, 579, 766, 604]
zodiac-icon: ♑	[392, 1297, 434, 1339]
lightbulb-icon	[58, 60, 102, 112]
headline: 70ರ ಇಳಿಗಾಲದಲ್ಲಿ ಆರ್ಥಿಕ ಸೇರ್ಪಡೆ	[448, 811, 811, 846]
ingredients-label: ಬೇಕಿರುವ ಸಾಮಗ್ರಿ	[4, 360, 79, 393]
